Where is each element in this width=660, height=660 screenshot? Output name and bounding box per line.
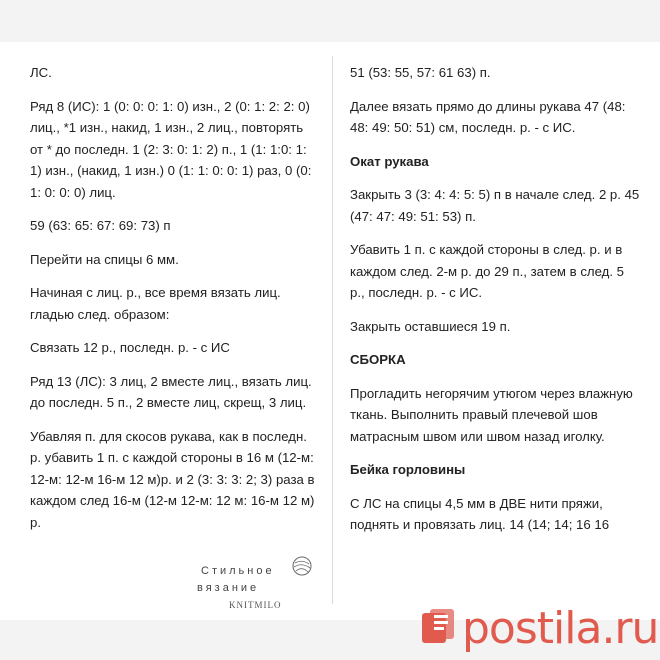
postila-brand[interactable] [420,605,660,655]
watermark-line-1: Стильное [201,565,275,577]
left-paragraph-8: Убавляя п. для скосов рукава, как в последн. р. убавить 1 п. с каждой стороны в 16 м (12-м: 12-м: 12-м 16-м 12 м)р. и 2 (3: 3: 3: 2; 3) раза в каждом след 16-м (12-м 12-м: 12 м: 16-м 12 м) р. [30,428,315,530]
section-heading-assembly: СБОРКА [350,352,406,367]
watermark-line-3: KNITMILO [229,600,282,610]
column-divider [332,56,333,604]
left-paragraph-5: Начиная с лиц. р., все время вязать лиц. гладью след. образом: [30,285,281,322]
left-paragraph-3: 59 (63: 65: 67: 69: 73) п [30,218,171,233]
section-heading-neckband: Бейка горловины [350,462,466,477]
left-text-column [30,62,315,545]
left-paragraph-2: Ряд 8 (ИС): 1 (0: 0: 0: 1: 0) изн., 2 (0: 1: 2: 2: 0) лиц., *1 изн., накид, 1 изн., 2 лиц., повторять от * до последн. 1 (2: 3: 0: 1: 2) п., 1 (1: 1:0: 1: 1) изн., (накид, 1 изн.) 0 (1: 1: 0: 0: 1) раз, 0 (0: 1: 0: 0: 0) лиц. [30,98,312,200]
right-text-column [350,62,640,548]
right-paragraph-2: Далее вязать прямо до длины рукава 47 (48: 48: 49: 50: 51) см, последн. р. - с ИС. [350,98,626,135]
right-paragraph-6: Закрыть оставшиеся 19 п. [350,318,511,334]
postila-logo-icon [420,609,456,649]
yarn-ball-icon [291,555,313,577]
left-paragraph-4: Перейти на спицы 6 мм. [30,251,179,267]
right-paragraph-5: Убавить 1 п. с каждой стороны в след. р. и в каждом след. 2-м р. до 29 п., затем в след. 5 р., последн. р. - с ИС. [350,242,625,300]
watermark-line-2: вязание [197,582,260,594]
right-paragraph-8: Прогладить негорячим утюгом через влажную ткань. Выполнить правый плечевой шов матрасным швом или швом назад иголку. [350,385,633,444]
right-paragraph-1: 51 (53: 55, 57: 61 63) п. [350,65,491,80]
left-paragraph-6: Связать 12 р., последн. р. - с ИС [30,340,230,355]
watermark [173,555,313,615]
postila-brand-text: postila.ru [462,603,659,654]
section-heading-sleeve-cap: Окат рукава [350,153,429,169]
document-page [0,42,660,620]
left-paragraph-1: ЛС. [30,65,52,80]
right-paragraph-4: Закрыть 3 (3: 4: 4: 5: 5) п в начале след. 2 р. 45 (47: 47: 49: 51: 53) п. [350,187,640,224]
right-paragraph-10: С ЛС на спицы 4,5 мм в ДВЕ нити пряжи, поднять и провязать лиц. 14 (14; 14; 16 16 [350,495,610,532]
left-paragraph-7: Ряд 13 (ЛС): 3 лиц, 2 вместе лиц., вязать лиц. до последн. 5 п., 2 вместе лиц, скрещ, 3 лиц. [30,373,312,410]
